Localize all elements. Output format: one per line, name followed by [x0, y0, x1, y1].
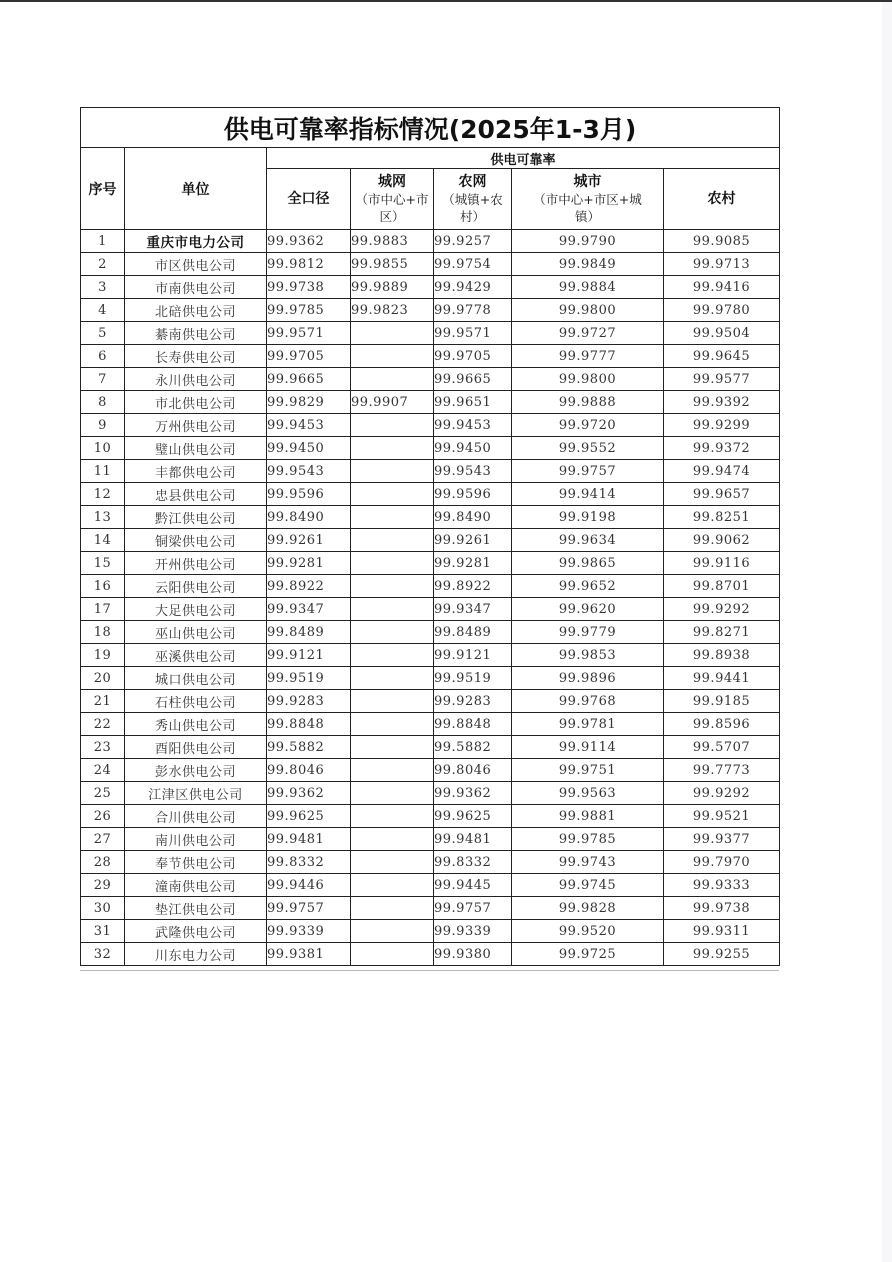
cell-city: 99.9865: [512, 552, 664, 575]
cell-city: 99.9888: [512, 391, 664, 414]
cell-all: 99.9381: [267, 943, 351, 966]
cell-city: 99.9781: [512, 713, 664, 736]
cell-unit: 万州供电公司: [125, 414, 267, 437]
cell-urban-net: 99.9823: [351, 299, 434, 322]
table-row: [81, 322, 780, 345]
cell-unit: 合川供电公司: [125, 805, 267, 828]
cell-city: 99.9828: [512, 897, 664, 920]
cell-rural-net: 99.9121: [434, 644, 512, 667]
header-col-urban-net-note: （市中心+市区）: [355, 191, 429, 224]
cell-index: 4: [81, 299, 125, 322]
header-group-row: [81, 148, 780, 169]
table-row: [81, 736, 780, 759]
cell-city: 99.9768: [512, 690, 664, 713]
cell-rural: 99.9185: [664, 690, 780, 713]
table-row: [81, 851, 780, 874]
cell-unit: 城口供电公司: [125, 667, 267, 690]
cell-index: 13: [81, 506, 125, 529]
table-row: [81, 782, 780, 805]
cell-rural-net: 99.9778: [434, 299, 512, 322]
header-col-rural-net: [434, 169, 512, 230]
cell-city: 99.9652: [512, 575, 664, 598]
cell-rural: 99.9645: [664, 345, 780, 368]
cell-rural-net: 99.9596: [434, 483, 512, 506]
cell-rural-net: 99.9481: [434, 828, 512, 851]
cell-all: 99.8848: [267, 713, 351, 736]
cell-unit: 市南供电公司: [125, 276, 267, 299]
cell-index: 30: [81, 897, 125, 920]
cell-unit: 武隆供电公司: [125, 920, 267, 943]
cell-urban-net: [351, 828, 434, 851]
cell-rural: 99.9416: [664, 276, 780, 299]
title-row: [81, 108, 780, 148]
cell-city: 99.9853: [512, 644, 664, 667]
cell-index: 28: [81, 851, 125, 874]
cell-urban-net: 99.9883: [351, 230, 434, 253]
cell-rural: 99.7970: [664, 851, 780, 874]
header-col-all: [267, 169, 351, 230]
cell-index: 26: [81, 805, 125, 828]
cell-unit: 石柱供电公司: [125, 690, 267, 713]
cell-urban-net: [351, 851, 434, 874]
cell-index: 29: [81, 874, 125, 897]
cell-rural-net: 99.9362: [434, 782, 512, 805]
cell-city: 99.9414: [512, 483, 664, 506]
cell-city: 99.9777: [512, 345, 664, 368]
cell-city: 99.9884: [512, 276, 664, 299]
cell-all: 99.9829: [267, 391, 351, 414]
table-row: [81, 920, 780, 943]
cell-urban-net: 99.9889: [351, 276, 434, 299]
cell-index: 8: [81, 391, 125, 414]
table-row: [81, 368, 780, 391]
cell-rural-net: 99.8489: [434, 621, 512, 644]
table-row: [81, 253, 780, 276]
table-row: [81, 230, 780, 253]
cell-unit: 垫江供电公司: [125, 897, 267, 920]
cell-rural-net: 99.9281: [434, 552, 512, 575]
cell-unit: 重庆市电力公司: [125, 230, 267, 253]
cell-rural: 99.9299: [664, 414, 780, 437]
cell-rural: 99.9392: [664, 391, 780, 414]
cell-index: 20: [81, 667, 125, 690]
cell-urban-net: [351, 759, 434, 782]
cell-rural-net: 99.9625: [434, 805, 512, 828]
header-col-rural-label: 农村: [707, 190, 736, 207]
header-col-city: [512, 169, 664, 230]
cell-rural: 99.9713: [664, 253, 780, 276]
header-col-all-label: 全口径: [287, 190, 330, 207]
cell-urban-net: [351, 782, 434, 805]
cell-city: 99.9552: [512, 437, 664, 460]
cell-all: 99.9543: [267, 460, 351, 483]
cell-rural: 99.8938: [664, 644, 780, 667]
cell-rural: 99.9311: [664, 920, 780, 943]
cell-urban-net: [351, 943, 434, 966]
cell-unit: 北碚供电公司: [125, 299, 267, 322]
table-row: [81, 667, 780, 690]
cell-all: 99.8046: [267, 759, 351, 782]
cell-rural: 99.9333: [664, 874, 780, 897]
cell-city: 99.9198: [512, 506, 664, 529]
table-row: [81, 437, 780, 460]
cell-rural-net: 99.9651: [434, 391, 512, 414]
cell-city: 99.9743: [512, 851, 664, 874]
cell-urban-net: [351, 368, 434, 391]
cell-index: 2: [81, 253, 125, 276]
cell-rural: 99.8271: [664, 621, 780, 644]
cell-index: 21: [81, 690, 125, 713]
cell-index: 5: [81, 322, 125, 345]
cell-index: 18: [81, 621, 125, 644]
cell-all: 99.9519: [267, 667, 351, 690]
cell-index: 31: [81, 920, 125, 943]
page-title: 供电可靠率指标情况(2025年1-3月): [81, 108, 780, 148]
cell-all: 99.9362: [267, 782, 351, 805]
cell-rural-net: 99.8490: [434, 506, 512, 529]
cell-all: 99.9261: [267, 529, 351, 552]
cell-index: 9: [81, 414, 125, 437]
cell-rural: 99.9657: [664, 483, 780, 506]
cell-index: 24: [81, 759, 125, 782]
table-body: [81, 230, 780, 966]
cell-rural-net: 99.9665: [434, 368, 512, 391]
cell-rural: 99.9474: [664, 460, 780, 483]
cell-all: 99.9785: [267, 299, 351, 322]
cell-rural: 99.9780: [664, 299, 780, 322]
cell-rural: 99.9504: [664, 322, 780, 345]
cell-rural: 99.8701: [664, 575, 780, 598]
table-row: [81, 506, 780, 529]
cell-city: 99.9881: [512, 805, 664, 828]
cell-unit: 秀山供电公司: [125, 713, 267, 736]
cell-urban-net: 99.9855: [351, 253, 434, 276]
cell-rural: 99.9292: [664, 598, 780, 621]
cell-index: 22: [81, 713, 125, 736]
table-row: [81, 460, 780, 483]
cell-all: 99.8332: [267, 851, 351, 874]
header-col-rural: [664, 169, 780, 230]
table-row: [81, 874, 780, 897]
cell-city: 99.9757: [512, 460, 664, 483]
cell-all: 99.9450: [267, 437, 351, 460]
cell-all: 99.9596: [267, 483, 351, 506]
cell-unit: 巫溪供电公司: [125, 644, 267, 667]
table-row: [81, 828, 780, 851]
cell-index: 7: [81, 368, 125, 391]
header-col-urban-net-label: 城网: [378, 173, 406, 190]
cell-rural-net: 99.8332: [434, 851, 512, 874]
cell-urban-net: [351, 437, 434, 460]
cell-urban-net: [351, 897, 434, 920]
cell-city: 99.9790: [512, 230, 664, 253]
cell-city: 99.9849: [512, 253, 664, 276]
header-index: 序号: [81, 148, 125, 230]
cell-city: 99.9779: [512, 621, 664, 644]
cell-urban-net: [351, 460, 434, 483]
cell-unit: 铜梁供电公司: [125, 529, 267, 552]
cell-all: 99.8922: [267, 575, 351, 598]
cell-rural: 99.9255: [664, 943, 780, 966]
cell-index: 19: [81, 644, 125, 667]
table-row: [81, 414, 780, 437]
cell-rural: 99.9738: [664, 897, 780, 920]
cell-rural-net: 99.9339: [434, 920, 512, 943]
cell-rural: 99.9292: [664, 782, 780, 805]
table-row: [81, 805, 780, 828]
header-unit: 单位: [125, 148, 267, 230]
cell-rural: 99.8251: [664, 506, 780, 529]
cell-rural-net: 99.8848: [434, 713, 512, 736]
cell-rural: 99.8596: [664, 713, 780, 736]
cell-unit: 云阳供电公司: [125, 575, 267, 598]
cell-all: 99.8489: [267, 621, 351, 644]
cell-unit: 彭水供电公司: [125, 759, 267, 782]
header-col-urban-net: [351, 169, 434, 230]
cell-index: 14: [81, 529, 125, 552]
table-row: [81, 644, 780, 667]
cell-rural-net: 99.9445: [434, 874, 512, 897]
cell-urban-net: [351, 322, 434, 345]
cell-all: 99.9339: [267, 920, 351, 943]
cell-all: 99.9347: [267, 598, 351, 621]
cell-unit: 南川供电公司: [125, 828, 267, 851]
cell-urban-net: [351, 483, 434, 506]
table-row: [81, 299, 780, 322]
cell-all: 99.9738: [267, 276, 351, 299]
cell-rural: 99.9062: [664, 529, 780, 552]
cell-unit: 潼南供电公司: [125, 874, 267, 897]
cell-index: 17: [81, 598, 125, 621]
cell-urban-net: [351, 529, 434, 552]
cell-index: 1: [81, 230, 125, 253]
cell-unit: 长寿供电公司: [125, 345, 267, 368]
cell-all: 99.9571: [267, 322, 351, 345]
cell-rural: 99.9441: [664, 667, 780, 690]
cell-unit: 开州供电公司: [125, 552, 267, 575]
table-row: [81, 552, 780, 575]
cell-rural: 99.9116: [664, 552, 780, 575]
cell-city: 99.9620: [512, 598, 664, 621]
cell-unit: 永川供电公司: [125, 368, 267, 391]
cell-urban-net: [351, 506, 434, 529]
cell-urban-net: [351, 552, 434, 575]
cell-rural-net: 99.9543: [434, 460, 512, 483]
table-row: [81, 713, 780, 736]
cell-unit: 大足供电公司: [125, 598, 267, 621]
table-bottom-shadow: [80, 970, 779, 971]
cell-index: 27: [81, 828, 125, 851]
cell-all: 99.9625: [267, 805, 351, 828]
cell-urban-net: [351, 598, 434, 621]
table-row: [81, 391, 780, 414]
cell-rural-net: 99.9519: [434, 667, 512, 690]
cell-index: 23: [81, 736, 125, 759]
table-row: [81, 943, 780, 966]
cell-urban-net: [351, 920, 434, 943]
cell-rural: 99.9577: [664, 368, 780, 391]
cell-city: 99.9800: [512, 299, 664, 322]
table-row: [81, 690, 780, 713]
cell-city: 99.9114: [512, 736, 664, 759]
cell-all: 99.9362: [267, 230, 351, 253]
cell-city: 99.9720: [512, 414, 664, 437]
cell-city: 99.9634: [512, 529, 664, 552]
cell-unit: 市北供电公司: [125, 391, 267, 414]
cell-city: 99.9727: [512, 322, 664, 345]
cell-city: 99.9725: [512, 943, 664, 966]
cell-rural-net: 99.9450: [434, 437, 512, 460]
cell-rural-net: 99.8922: [434, 575, 512, 598]
cell-rural: 99.9085: [664, 230, 780, 253]
cell-rural-net: 99.8046: [434, 759, 512, 782]
cell-unit: 璧山供电公司: [125, 437, 267, 460]
reliability-table: [80, 107, 780, 966]
table-row: [81, 759, 780, 782]
cell-index: 12: [81, 483, 125, 506]
cell-unit: 奉节供电公司: [125, 851, 267, 874]
cell-urban-net: [351, 874, 434, 897]
cell-all: 99.9453: [267, 414, 351, 437]
table-row: [81, 575, 780, 598]
cell-unit: 川东电力公司: [125, 943, 267, 966]
cell-urban-net: [351, 345, 434, 368]
table-row: [81, 345, 780, 368]
cell-rural-net: 99.9453: [434, 414, 512, 437]
header-col-city-label: 城市: [573, 173, 602, 190]
cell-city: 99.9563: [512, 782, 664, 805]
cell-unit: 黔江供电公司: [125, 506, 267, 529]
cell-index: 10: [81, 437, 125, 460]
header-group-reliability: 供电可靠率: [267, 148, 780, 169]
cell-urban-net: [351, 575, 434, 598]
cell-rural: 99.5707: [664, 736, 780, 759]
cell-index: 25: [81, 782, 125, 805]
cell-index: 6: [81, 345, 125, 368]
cell-unit: 酉阳供电公司: [125, 736, 267, 759]
table-row: [81, 897, 780, 920]
cell-all: 99.9121: [267, 644, 351, 667]
cell-urban-net: [351, 736, 434, 759]
cell-unit: 江津区供电公司: [125, 782, 267, 805]
cell-urban-net: 99.9907: [351, 391, 434, 414]
cell-city: 99.9785: [512, 828, 664, 851]
cell-index: 32: [81, 943, 125, 966]
cell-city: 99.9800: [512, 368, 664, 391]
cell-city: 99.9896: [512, 667, 664, 690]
cell-index: 15: [81, 552, 125, 575]
table-row: [81, 598, 780, 621]
cell-rural-net: 99.9380: [434, 943, 512, 966]
cell-urban-net: [351, 414, 434, 437]
cell-all: 99.8490: [267, 506, 351, 529]
cell-rural-net: 99.9283: [434, 690, 512, 713]
cell-unit: 巫山供电公司: [125, 621, 267, 644]
cell-city: 99.9520: [512, 920, 664, 943]
cell-urban-net: [351, 644, 434, 667]
page-top-border: [0, 0, 892, 2]
cell-urban-net: [351, 667, 434, 690]
cell-unit: 丰都供电公司: [125, 460, 267, 483]
cell-rural: 99.9521: [664, 805, 780, 828]
cell-rural-net: 99.9257: [434, 230, 512, 253]
cell-rural-net: 99.9261: [434, 529, 512, 552]
cell-index: 11: [81, 460, 125, 483]
cell-all: 99.9812: [267, 253, 351, 276]
cell-all: 99.5882: [267, 736, 351, 759]
cell-city: 99.9751: [512, 759, 664, 782]
cell-index: 3: [81, 276, 125, 299]
page-right-margin: [882, 2, 892, 1262]
cell-city: 99.9745: [512, 874, 664, 897]
cell-unit: 市区供电公司: [125, 253, 267, 276]
cell-all: 99.9481: [267, 828, 351, 851]
cell-all: 99.9757: [267, 897, 351, 920]
cell-rural: 99.9372: [664, 437, 780, 460]
cell-all: 99.9665: [267, 368, 351, 391]
cell-index: 16: [81, 575, 125, 598]
table-row: [81, 621, 780, 644]
cell-unit: 綦南供电公司: [125, 322, 267, 345]
cell-all: 99.9283: [267, 690, 351, 713]
cell-rural-net: 99.9571: [434, 322, 512, 345]
cell-rural-net: 99.9347: [434, 598, 512, 621]
cell-rural: 99.7773: [664, 759, 780, 782]
cell-rural-net: 99.9705: [434, 345, 512, 368]
cell-all: 99.9446: [267, 874, 351, 897]
cell-urban-net: [351, 621, 434, 644]
cell-rural-net: 99.9429: [434, 276, 512, 299]
header-col-rural-net-label: 农网: [458, 173, 487, 190]
cell-rural: 99.9377: [664, 828, 780, 851]
cell-rural-net: 99.9754: [434, 253, 512, 276]
cell-urban-net: [351, 690, 434, 713]
cell-unit: 忠县供电公司: [125, 483, 267, 506]
cell-rural-net: 99.5882: [434, 736, 512, 759]
cell-urban-net: [351, 805, 434, 828]
table-row: [81, 276, 780, 299]
header-col-city-note: （市中心+市区+城镇）: [533, 191, 642, 224]
header-col-rural-net-note: （城镇+农村）: [442, 191, 503, 224]
cell-rural-net: 99.9757: [434, 897, 512, 920]
cell-all: 99.9705: [267, 345, 351, 368]
cell-urban-net: [351, 713, 434, 736]
table-row: [81, 529, 780, 552]
cell-all: 99.9281: [267, 552, 351, 575]
table-row: [81, 483, 780, 506]
